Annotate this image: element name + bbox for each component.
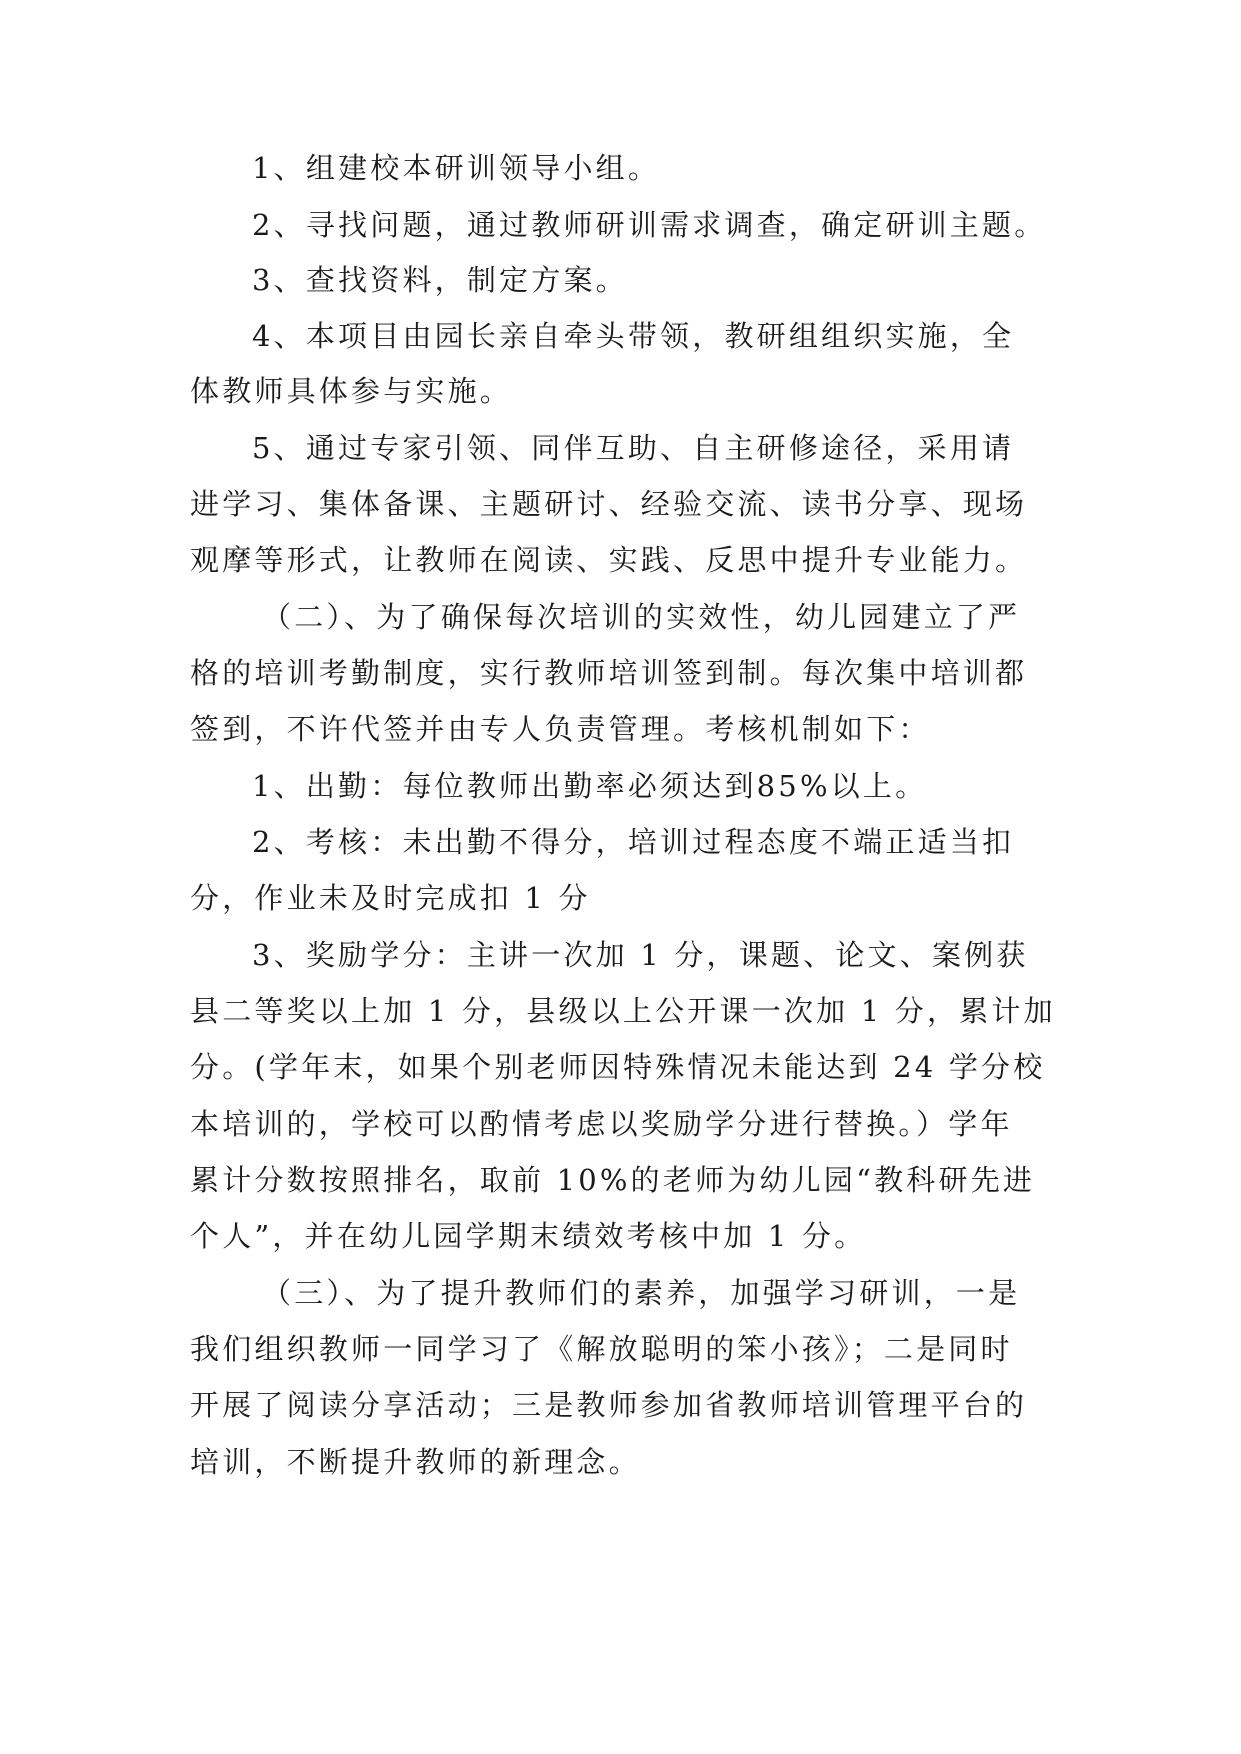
assessment-item-1: 1、出勤：每位教师出勤率必须达到85%以上。 bbox=[252, 769, 928, 803]
list-item-4-continued: 体教师具体参与实施。 bbox=[190, 374, 513, 408]
list-item-3: 3、查找资料，制定方案。 bbox=[252, 263, 628, 297]
section-three-continued: 开展了阅读分享活动；三是教师参加省教师培训管理平台的 bbox=[190, 1388, 1028, 1422]
assessment-item-3: 3、奖励学分：主讲一次加 1 分，课题、论文、案例获 bbox=[252, 938, 1029, 972]
list-item-5: 5、通过专家引领、同伴互助、自主研修途径，采用请 bbox=[252, 431, 1015, 465]
section-three-paragraph: （三）、为了提升教师们的素养，加强学习研训，一是 bbox=[262, 1276, 1021, 1310]
list-item-2: 2、寻找问题，通过教师研训需求调查，确定研训主题。 bbox=[252, 208, 1047, 242]
assessment-item-3-continued: 本培训的，学校可以酌情考虑以奖励学分进行替换。）学年 bbox=[190, 1107, 1013, 1141]
section-two-continued: 格的培训考勤制度，实行教师培训签到制。每次集中培训都 bbox=[190, 656, 1028, 690]
section-two-paragraph: （二）、为了确保每次培训的实效性，幼儿园建立了严 bbox=[262, 600, 1021, 634]
list-item-5-continued: 观摩等形式，让教师在阅读、实践、反思中提升专业能力。 bbox=[190, 543, 1028, 577]
section-three-continued: 培训，不断提升教师的新理念。 bbox=[190, 1445, 641, 1479]
assessment-item-3-continued: 累计分数按照排名，取前 10%的老师为幼儿园“教科研先进 bbox=[190, 1163, 1036, 1197]
list-item-4: 4、本项目由园长亲自牵头带领，教研组组织实施，全 bbox=[252, 319, 1015, 353]
assessment-item-3-continued: 个人”，并在幼儿园学期末绩效考核中加 1 分。 bbox=[190, 1219, 867, 1253]
assessment-item-3-continued: 县二等奖以上加 1 分，县级以上公开课一次加 1 分，累计加 bbox=[190, 994, 1056, 1028]
list-item-5-continued: 进学习、集体备课、主题研讨、经验交流、读书分享、现场 bbox=[190, 487, 1028, 521]
assessment-item-3-continued: 分。(学年末，如果个别老师因特殊情况未能达到 24 学分校 bbox=[190, 1050, 1046, 1084]
assessment-item-2-continued: 分，作业未及时完成扣 1 分 bbox=[190, 881, 591, 915]
list-item-1: 1、组建校本研训领导小组。 bbox=[252, 151, 661, 185]
assessment-item-2: 2、考核：未出勤不得分，培训过程态度不端正适当扣 bbox=[252, 825, 1015, 859]
section-two-continued: 签到，不许代签并由专人负责管理。考核机制如下： bbox=[190, 712, 931, 746]
section-three-continued: 我们组织教师一同学习了《解放聪明的笨小孩》；二是同时 bbox=[190, 1332, 1013, 1366]
